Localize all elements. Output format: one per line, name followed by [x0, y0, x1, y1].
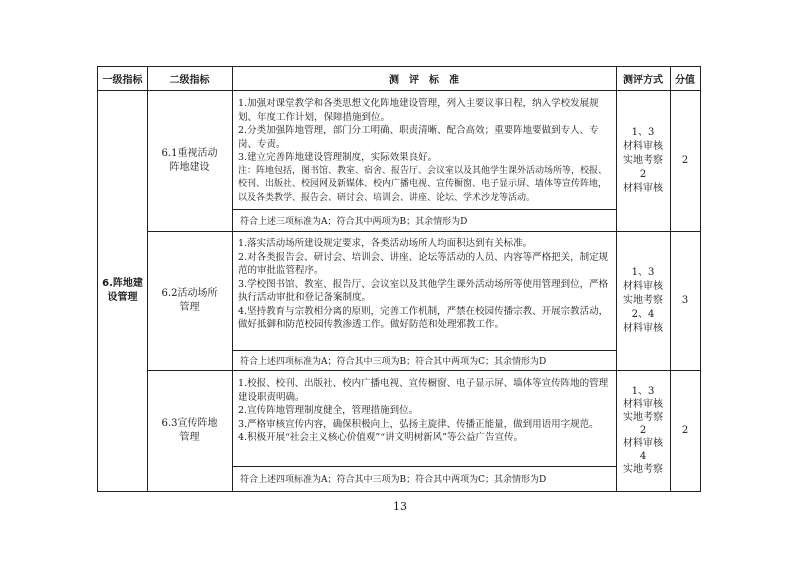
- method-line: 材料审核: [623, 399, 663, 410]
- method-line: 2: [639, 425, 647, 436]
- evaluation-method: [616, 231, 670, 370]
- page-number: 13: [393, 500, 407, 513]
- level2-indicator: 6.2活动场所管理: [161, 287, 218, 313]
- criteria-item: 2.宣传阵地管理制度健全，管理措施到位。: [238, 405, 419, 416]
- method-line: 实地考察: [623, 464, 663, 475]
- method-line: 1、3: [631, 266, 655, 278]
- criteria-block: [232, 97, 616, 205]
- method-line: 实地考察: [623, 294, 663, 306]
- header-level1: 一级指标: [98, 67, 147, 91]
- criteria-item: 4.积极开展“社会主义核心价值观”“讲文明树新风”等公益广告宣传。: [238, 432, 523, 443]
- criteria-block: [232, 377, 616, 445]
- criteria-item: 2.分类加强阵地管理，部门分工明确、职责清晰、配合高效；重要阵地要做到专人、专岗、专责。: [238, 125, 599, 150]
- method-line: 2: [639, 169, 647, 180]
- method-line: 材料审核: [623, 438, 663, 449]
- method-line: 材料审核: [623, 141, 663, 152]
- method-line: 4: [639, 451, 647, 462]
- level2-indicator: 6.3宣传阵地管理: [161, 417, 218, 443]
- level1-indicator: 6.阵地建设管理: [102, 278, 143, 303]
- evaluation-method: [616, 370, 670, 491]
- method-line: 2、4: [631, 308, 655, 320]
- method-line: 材料审核: [623, 183, 663, 194]
- criteria-item: 3.建立完善阵地建设管理制度，实际效果良好。: [238, 152, 438, 163]
- criteria-item: 1.校报、校刊、出版社、校内广播电视、宣传橱窗、电子显示屏、墙体等宣传阵地的管理建设职责明确。: [238, 378, 609, 403]
- criteria-item: 3.严格审核宣传内容，确保积极向上，弘扬主旋律、传播正能量，做到用语用字规范。: [238, 418, 599, 430]
- score-value: 2: [681, 424, 689, 436]
- criteria-block: [232, 237, 616, 332]
- method-line: 材料审核: [623, 322, 663, 334]
- grading-summary: 符合上述三项标准为A；符合其中两项为B；其余情形为D: [240, 216, 468, 227]
- evaluation-table: [97, 66, 701, 492]
- level2-indicator: 6.1重视活动阵地建设: [161, 148, 218, 173]
- header-level2: 二级指标: [147, 67, 232, 91]
- score-value: 2: [681, 155, 689, 166]
- criteria-note: 注：阵地包括，图书馆、教室、宿舍、报告厅、会议室以及其他学生课外活动场所等，校报、校刊、出版社、校园网及新媒体、校内广播电视、宣传橱窗、电子显示屏、墙体等宣传阵地，以及各类教学、报告会、研讨会、培训会、讲座、论坛、学术沙龙等活动。: [238, 165, 608, 203]
- grading-summary: 符合上述四项标准为A；符合其中三项为B；符合其中两项为C；其余情形为D: [240, 356, 547, 367]
- criteria-item: 1.加强对课堂教学和各类思想文化阵地建设管理，列入主要议事日程，纳入学校发展规划、年度工作计划，保障措施到位。: [238, 98, 599, 123]
- criteria-item: 2.对各类报告会、研讨会、培训会、讲座、论坛等活动的人员、内容等严格把关，制定规范的审批监管程序。: [238, 251, 609, 276]
- method-line: 实地考察: [623, 155, 663, 166]
- header-score: 分值: [670, 67, 700, 91]
- method-line: 1、3: [631, 386, 655, 397]
- method-line: 材料审核: [623, 280, 663, 292]
- criteria-item: 1.落实活动场所建设规定要求，各类活动场所人均面积达到有关标准。: [238, 238, 533, 249]
- header-method: 测评方式: [616, 67, 670, 91]
- criteria-item: 4.坚持教育与宗教相分离的原则，完善工作机制，严禁在校园传播宗教、开展宗教活动，做好抵御和防范校园传教渗透工作。做好防范和处理邪教工作。: [238, 305, 609, 330]
- method-line: 实地考察: [623, 412, 663, 423]
- method-line: 1、3: [631, 127, 655, 138]
- evaluation-method: [616, 91, 670, 231]
- header-criteria: 测 评 标 准: [232, 67, 616, 91]
- grading-summary: 符合上述四项标准为A；符合其中三项为B；符合其中两项为C；其余情形为D: [240, 475, 547, 485]
- score-value: 3: [681, 294, 689, 306]
- criteria-item: 3.学校图书馆、教室、报告厅、会议室以及其他学生课外活动场所等使用管理到位，严格执行活动审批和登记备案制度。: [238, 278, 609, 303]
